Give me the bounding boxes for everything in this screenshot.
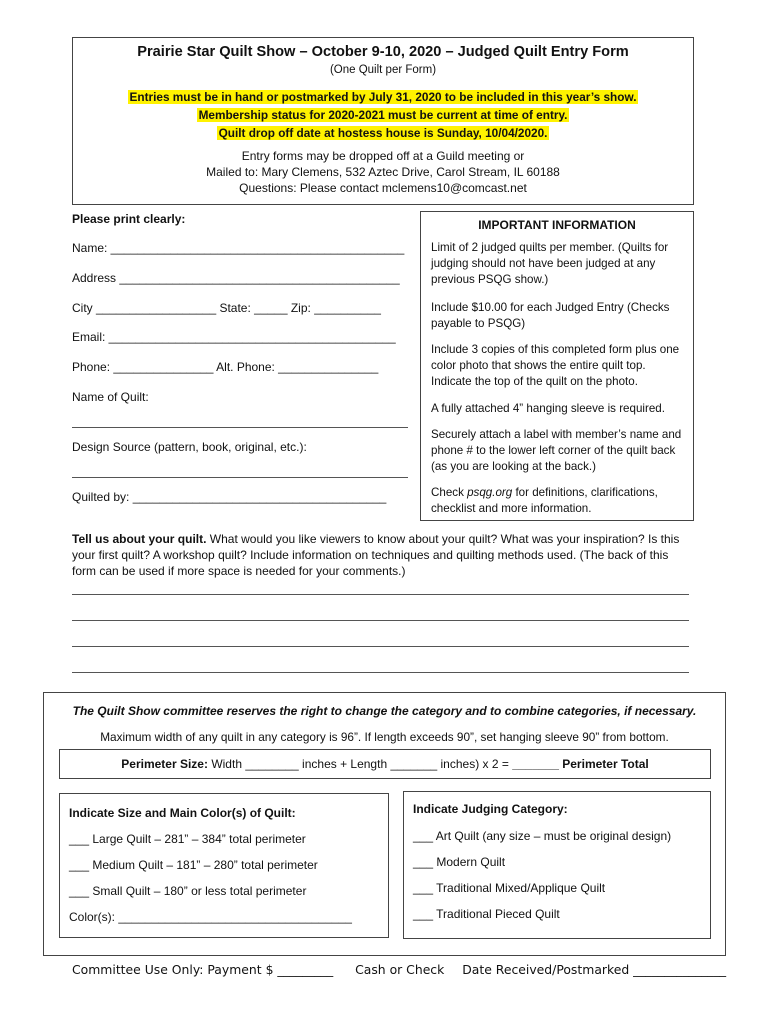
print-clearly-label: Please print clearly: [72, 212, 186, 226]
mailing-address: Mailed to: Mary Clemens, 532 Aztec Drive, Carol Stream, IL 60188 [206, 165, 560, 179]
comment-line[interactable] [72, 620, 689, 621]
colors-field[interactable]: Color(s): ___________________________________ [69, 910, 352, 924]
name-field[interactable]: Name: ____________________________________________ [72, 241, 405, 255]
category-title: Indicate Judging Category: [413, 802, 568, 816]
email-field[interactable]: Email: ___________________________________________ [72, 330, 396, 344]
comment-line[interactable] [72, 646, 689, 647]
membership-notice: Membership status for 2020-2021 must be current at time of entry. [198, 108, 568, 122]
category-option-mixed-applique[interactable]: ___ Traditional Mixed/Applique Quilt [413, 881, 606, 895]
perimeter-label: Perimeter Size: [121, 757, 208, 771]
fee-info: Include $10.00 for each Judged Entry (Checks payable to PSQG) [431, 301, 670, 330]
important-info-title: IMPORTANT INFORMATION [478, 218, 636, 232]
form-subtitle: (One Quilt per Form) [329, 64, 437, 76]
psqg-link[interactable]: psqg.org [467, 486, 513, 499]
size-option-large[interactable]: ___ Large Quilt – 281” – 384” total perimeter [69, 832, 306, 846]
perimeter-formula[interactable]: Width ________ inches + Length _______ inches) x 2 = [207, 757, 513, 771]
deadline-notice: Entries must be in hand or postmarked by July 31, 2020 to be included in this year’s show. [129, 90, 637, 104]
website-info: Check psqg.org for definitions, clarifications, checklist and more information. [431, 486, 658, 515]
date-received-field[interactable]: Date Received/Postmarked _______________ [462, 962, 727, 977]
comment-line[interactable] [72, 594, 689, 595]
quilt-name-input[interactable] [72, 427, 408, 428]
limit-info: Limit of 2 judged quilts per member. (Quilts for judging should not have been judged at any previous PSQG show.) [431, 241, 669, 286]
size-title: Indicate Size and Main Color(s) of Quilt: [69, 806, 296, 820]
size-option-small[interactable]: ___ Small Quilt – 180” or less total perimeter [69, 884, 307, 898]
perimeter-total-label: Perimeter Total [558, 757, 649, 771]
category-option-modern[interactable]: ___ Modern Quilt [413, 855, 506, 869]
dropoff-notice: Quilt drop off date at hostess house is Sunday, 10/04/2020. [218, 126, 548, 140]
sleeve-info: A fully attached 4” hanging sleeve is required. [431, 402, 665, 415]
perimeter-box [59, 749, 711, 779]
form-title: Prairie Star Quilt Show – October 9-10, 2020 – Judged Quilt Entry Form [137, 44, 629, 60]
reserve-notice: The Quilt Show committee reserves the right to change the category and to combine categories, if necessary. [72, 704, 697, 718]
address-field[interactable]: Address __________________________________________ [72, 271, 400, 285]
important-info-box [420, 211, 694, 521]
size-box [59, 793, 389, 938]
design-source-input[interactable] [72, 477, 408, 478]
category-option-art[interactable]: ___ Art Quilt (any size – must be original design) [413, 829, 672, 843]
size-option-medium[interactable]: ___ Medium Quilt – 181” – 280” total perimeter [69, 858, 318, 872]
city-state-zip-field[interactable]: City __________________ State: _____ Zip: __________ [72, 301, 381, 315]
dropoff-info: Entry forms may be dropped off at a Guild meeting or [241, 149, 525, 163]
quilt-name-label: Name of Quilt: [72, 390, 149, 404]
payment-field[interactable]: Committee Use Only: Payment $ _________ [72, 962, 334, 977]
label-info: Securely attach a label with member’s name and phone # to the lower left corner of the quilt back (as you are looking at the back.) [431, 428, 682, 473]
phone-field[interactable]: Phone: _______________ Alt. Phone: _______________ [72, 360, 379, 374]
copies-info: Include 3 copies of this completed form plus one color photo that shows the entire quilt top. Indicate the top of the quilt on the photo. [431, 343, 680, 388]
category-option-pieced[interactable]: ___ Traditional Pieced Quilt [413, 907, 560, 921]
committee-box [43, 692, 726, 956]
cash-or-check-label: Cash or Check [355, 962, 445, 977]
comment-line[interactable] [72, 672, 689, 673]
perimeter-total-input[interactable]: _______ [512, 757, 559, 771]
max-width-notice: Maximum width of any quilt in any category is 96”. If length exceeds 90”, set hanging sleeve 90” from bottom. [100, 730, 669, 744]
quilted-by-field[interactable]: Quilted by: ______________________________________ [72, 490, 387, 504]
category-box [403, 791, 711, 939]
header-box [72, 37, 694, 205]
committee-use-footer [72, 962, 726, 977]
design-source-label: Design Source (pattern, book, original, etc.): [72, 440, 307, 454]
contact-info: Questions: Please contact mclemens10@comcast.net [239, 181, 527, 195]
tell-us-prompt: Tell us about your quilt. What would you like viewers to know about your quilt? What was your inspiration? Is this your first quilt? A workshop quilt? Include information on techniques and quilting methods used. (The back of this form can be used if more space is needed for your comments.) [72, 532, 680, 578]
